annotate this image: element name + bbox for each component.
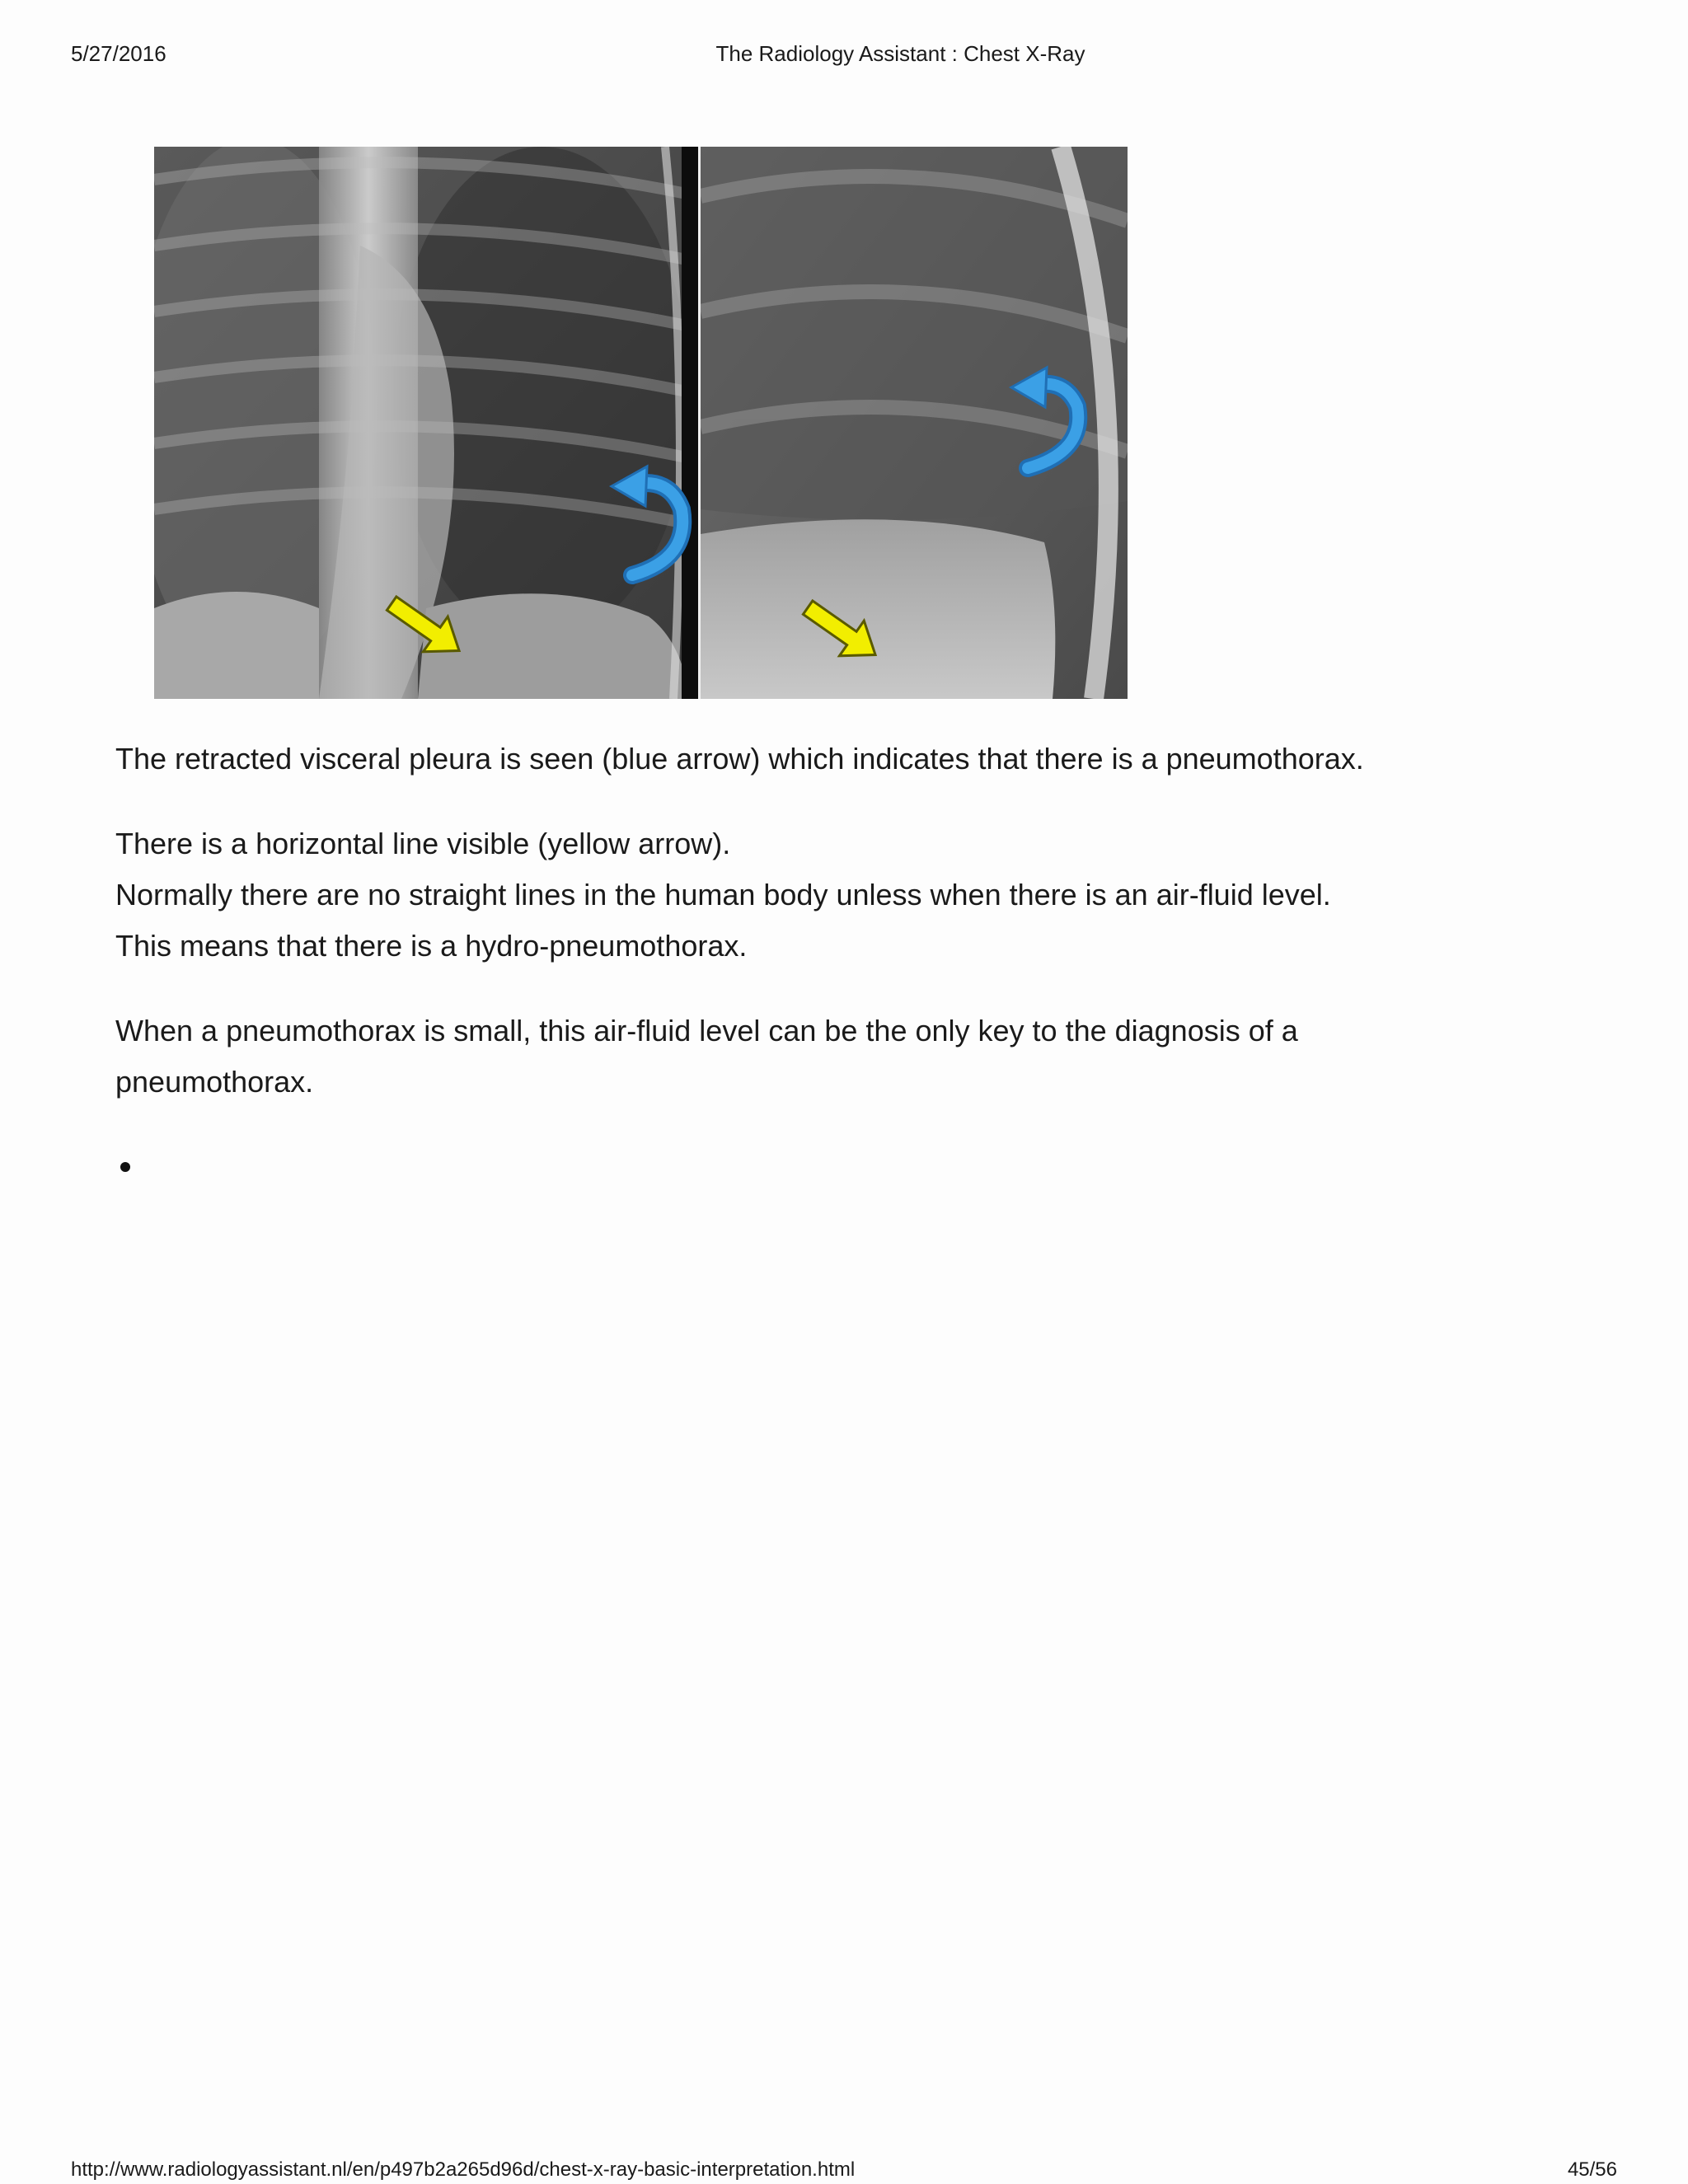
- magnified-chest-xray: [701, 147, 1128, 699]
- text-line: This means that there is a hydro-pneumothorax.: [115, 929, 748, 963]
- text-line: Normally there are no straight lines in the human body unless when there is an air-fluid level.: [115, 878, 1331, 912]
- page-title: The Radiology Assistant : Chest X-Ray: [715, 41, 1085, 66]
- text-line: The retracted visceral pleura is seen (blue arrow) which indicates that there is a pneumothorax.: [115, 742, 1364, 776]
- page-number: 45/56: [1567, 2158, 1617, 2181]
- page-url: http://www.radiologyassistant.nl/en/p497b2a265d96d/chest-x-ray-basic-interpretation.html: [71, 2158, 856, 2181]
- print-date: 5/27/2016: [71, 41, 166, 66]
- paragraph-air-fluid-level: [115, 818, 1599, 972]
- text-line: pneumothorax.: [115, 1065, 314, 1099]
- text-line: When a pneumothorax is small, this air-fluid level can be the only key to the diagnosis of a: [115, 1014, 1298, 1047]
- text-line: There is a horizontal line visible (yellow arrow).: [115, 827, 731, 860]
- frontal-chest-xray: [154, 147, 698, 699]
- paragraph-pleura: [115, 733, 1599, 785]
- list-bullet: [120, 1162, 130, 1172]
- paragraph-diagnosis-key: [115, 1005, 1599, 1108]
- chest-xray-figure: [154, 147, 1128, 699]
